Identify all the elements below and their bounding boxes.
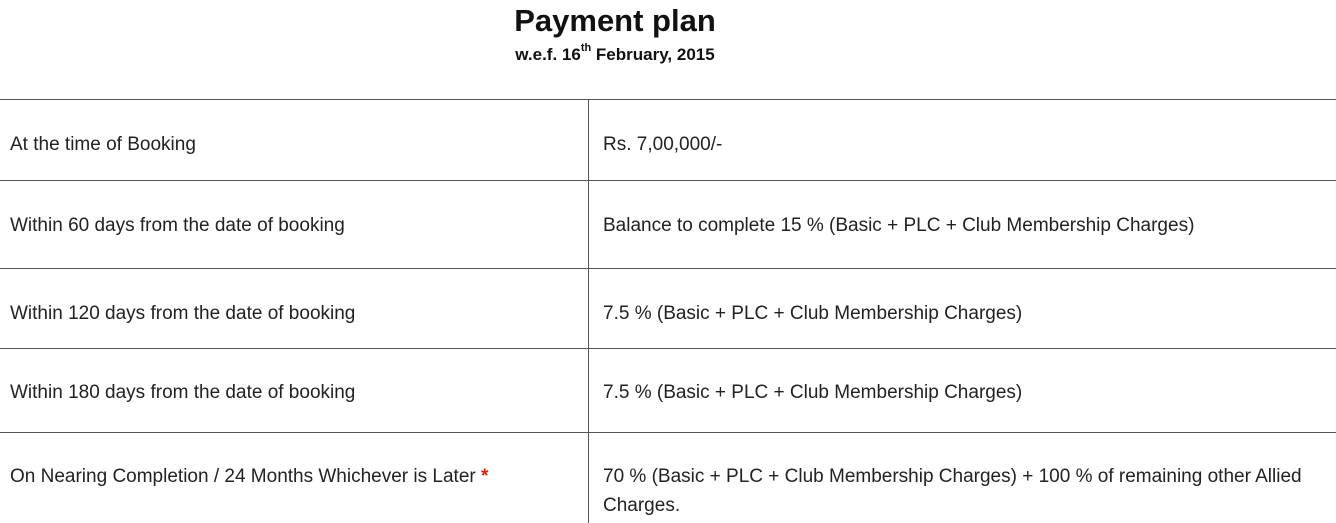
payment-cell (589, 269, 1336, 349)
payment-cell (589, 349, 1336, 433)
footnote-asterisk: * (481, 466, 488, 487)
subtitle-superscript: th (581, 42, 591, 54)
payment-text: 7.5 % (Basic + PLC + Club Membership Charges) (603, 349, 1326, 407)
payment-cell (589, 433, 1336, 523)
payment-text: 7.5 % (Basic + PLC + Club Membership Charges) (603, 269, 1326, 328)
payment-cell (589, 100, 1336, 181)
stage-text-wrap (10, 433, 578, 491)
stage-cell (0, 181, 589, 269)
table-row (0, 349, 1336, 433)
page-title: Payment plan (0, 2, 1230, 40)
stage-cell (0, 349, 589, 433)
stage-text: At the time of Booking (10, 100, 578, 159)
stage-text: Within 120 days from the date of booking (10, 269, 578, 328)
table-row (0, 269, 1336, 349)
stage-cell (0, 100, 589, 181)
table-row (0, 100, 1336, 181)
stage-text: Within 60 days from the date of booking (10, 181, 578, 240)
subtitle-suffix: February, 2015 (591, 45, 714, 64)
subtitle-prefix: w.e.f. 16 (515, 45, 581, 64)
stage-text: Within 180 days from the date of booking (10, 349, 578, 407)
payment-plan-table (0, 99, 1336, 523)
stage-cell (0, 433, 589, 523)
payment-text: 70 % (Basic + PLC + Club Membership Charges) + 100 % of remaining other Allied Charges. (603, 433, 1326, 520)
table-row (0, 181, 1336, 269)
stage-cell (0, 269, 589, 349)
table-row (0, 433, 1336, 523)
payment-cell (589, 181, 1336, 269)
page-subtitle (0, 44, 1230, 66)
payment-text: Rs. 7,00,000/- (603, 100, 1326, 159)
payment-text: Balance to complete 15 % (Basic + PLC + Club Membership Charges) (603, 181, 1326, 240)
stage-text: On Nearing Completion / 24 Months Whichever is Later (10, 466, 481, 487)
